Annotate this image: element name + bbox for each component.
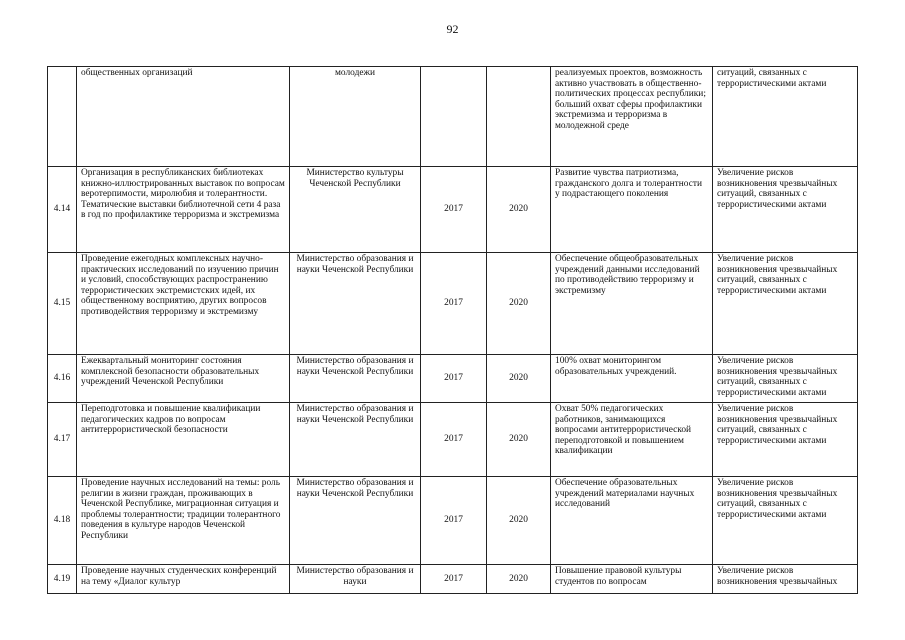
executor-cell: Министерство образования и науки Чеченской Республики [290,253,421,355]
result-cell: Обеспечение общеобразовательных учреждений данными исследований по противодействию терроризму и экстремизму [551,253,713,355]
row-number: 4.14 [48,167,77,253]
row-number: 4.18 [48,477,77,565]
executor-cell: Министерство образования и науки Чеченской Республики [290,477,421,565]
table-row [48,253,858,355]
risk-cell: Увеличение рисков возникновения чрезвычайных ситуаций, связанных с террористическими актами [713,355,858,403]
executor-cell: Министерство образования и науки [290,565,421,594]
activity-cell: Проведение научных студенческих конференций на тему «Диалог культур [77,565,290,594]
activity-cell: Проведение научных исследований на темы: роль религии в жизни граждан, проживающих в Чеченской Республике, миграционная ситуация и проблемы толерантности; традиции толерантного поведения в культуре народов Чеченской Республики [77,477,290,565]
row-number: 4.16 [48,355,77,403]
result-cell: Охват 50% педагогических работников, занимающихся вопросами антитеррористической переподготовкой и повышением квалификации [551,403,713,477]
risk-cell: Увеличение рисков возникновения чрезвычайных [713,565,858,594]
result-cell: 100% охват мониторингом образовательных учреждений. [551,355,713,403]
row-number [48,67,77,167]
row-number: 4.19 [48,565,77,594]
activity-cell: общественных организаций [77,67,290,167]
start-year-cell: 2017 [421,253,487,355]
activity-cell: Переподготовка и повышение квалификации педагогических кадров по вопросам антитеррористической безопасности [77,403,290,477]
result-cell: Обеспечение образовательных учреждений материалами научных исследований [551,477,713,565]
end-year-cell: 2020 [487,477,551,565]
start-year-cell [421,67,487,167]
start-year-cell: 2017 [421,565,487,594]
executor-cell: молодежи [290,67,421,167]
start-year-cell: 2017 [421,403,487,477]
table-row [48,403,858,477]
table-row [48,355,858,403]
table-row [48,565,858,594]
end-year-cell [487,67,551,167]
risk-cell: Увеличение рисков возникновения чрезвычайных ситуаций, связанных с террористическими актами [713,253,858,355]
result-cell: реализуемых проектов, возможность активно участвовать в общественно-политических процессах республики; больший охват сферы профилактики экстремизма и терроризма в молодежной среде [551,67,713,167]
start-year-cell: 2017 [421,167,487,253]
table-row [48,67,858,167]
start-year-cell: 2017 [421,355,487,403]
risk-cell: Увеличение рисков возникновения чрезвычайных ситуаций, связанных с террористическими актами [713,477,858,565]
activity-cell: Организация в республиканских библиотеках книжно-иллюстрированных выставок по вопросам веротерпимости, миролюбия и толерантности. Тематические выставки библиотечной сети 4 раза в год по профилактике терроризма и экстремизма [77,167,290,253]
result-cell: Повышение правовой культуры студентов по вопросам [551,565,713,594]
end-year-cell: 2020 [487,167,551,253]
table-row [48,477,858,565]
end-year-cell: 2020 [487,253,551,355]
table-row [48,167,858,253]
row-number: 4.15 [48,253,77,355]
page-number: 92 [446,22,459,36]
risk-cell: ситуаций, связанных с террористическими актами [713,67,858,167]
executor-cell: Министерство образования и науки Чеченской Республики [290,355,421,403]
end-year-cell: 2020 [487,565,551,594]
measures-table [47,66,858,594]
result-cell: Развитие чувства патриотизма, гражданского долга и толерантности у подрастающего поколения [551,167,713,253]
activity-cell: Проведение ежегодных комплексных научно-практических исследований по изучению причин и условий, способствующих распространению террористических экстремистских идей, их общественному восприятию, других вопросов противодействия терроризму и экстремизму [77,253,290,355]
activity-cell: Ежеквартальный мониторинг состояния комплексной безопасности образовательных учреждений Чеченской Республики [77,355,290,403]
risk-cell: Увеличение рисков возникновения чрезвычайных ситуаций, связанных с террористическими актами [713,167,858,253]
end-year-cell: 2020 [487,403,551,477]
row-number: 4.17 [48,403,77,477]
risk-cell: Увеличение рисков возникновения чрезвычайных ситуаций, связанных с террористическими актами [713,403,858,477]
end-year-cell: 2020 [487,355,551,403]
executor-cell: Министерство образования и науки Чеченской Республики [290,403,421,477]
start-year-cell: 2017 [421,477,487,565]
executor-cell: Министерство культуры Чеченской Республики [290,167,421,253]
